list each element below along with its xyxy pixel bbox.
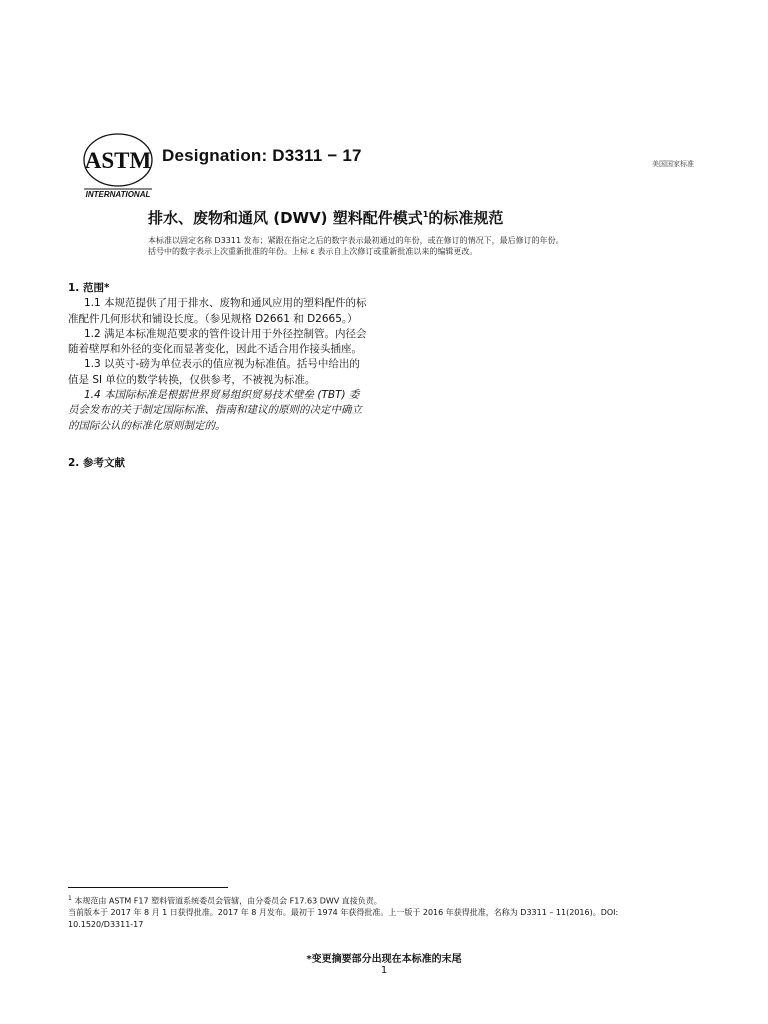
title-footnote-mark: 1 [422,210,429,219]
note-line-1: 本标准以固定名称 D3311 发布；紧跟在指定之后的数字表示最初通过的年份，或在修订的情况下，最后修订的年份。 [148,236,564,245]
body-column [68,281,368,471]
section-1-heading: 1. 范围* [68,282,110,294]
footnote-divider [68,887,228,888]
footnote-mark: 1 [68,895,72,902]
page-number: 1 [380,965,388,976]
footnote-1 [68,893,668,907]
section-2-heading: 2. 参考文献 [68,456,125,469]
logo-text: ASTM [84,148,152,173]
paragraph-1-3: 1.3 以英寸-磅为单位表示的值应视为标准值。括号中给出的值是 SI 单位的数学转换，仅供参考，不被视为标准。 [68,358,360,386]
american-national-standard-label: 美国国家标准 [652,160,694,168]
logo-subtext: INTERNATIONAL [85,190,151,199]
footnote-1-text: 本规范由 ASTM F17 塑料管道系统委员会管辖，由分委员会 F17.63 DWV 直接负责。 [74,896,382,906]
title-main: 排水、废物和通风 (DWV) 塑料配件模式 [148,209,423,227]
designation-notes [148,235,708,257]
paragraph-1-4: 1.4 本国际标准是根据世界贸易组织贸易技术壁垒 (TBT) 委员会发布的关于制定国际标准、指南和建议的原则的决定中确立的国际公认的标准化原则制定的。 [68,389,362,432]
astm-logo [78,132,156,200]
note-line-2: 括号中的数字表示上次重新批准的年份。上标 ε 表示自上次修订或重新批准以来的编辑更改。 [148,247,478,256]
paragraph-1-1: 1.1 本规范提供了用于排水、废物和通风应用的塑料配件的标准配件几何形状和铺设长度。（参见规格 D2661 和 D2665。） [68,297,367,325]
document-title [148,207,503,228]
summary-of-changes-note: *变更摘要部分出现在本标准的末尾 [306,954,462,965]
designation: Designation: D3311 − 17 [162,146,362,165]
footnote-2-text: 当前版本于 2017 年 8 月 1 日获得批准。2017 年 8 月发布。最初于 1974 年获得批准。上一版于 2016 年获得批准，名称为 D3311 – 11(2016)。DOI: 10.1520/D3311-17 [68,908,619,929]
paragraph-1-2: 1.2 满足本标准规范要求的管件设计用于外径控制管。内径会随着壁厚和外径的变化而显著变化，因此不适合用作接头插座。 [68,327,367,356]
footnotes [68,893,668,930]
title-suffix: 的标准规范 [428,209,504,227]
